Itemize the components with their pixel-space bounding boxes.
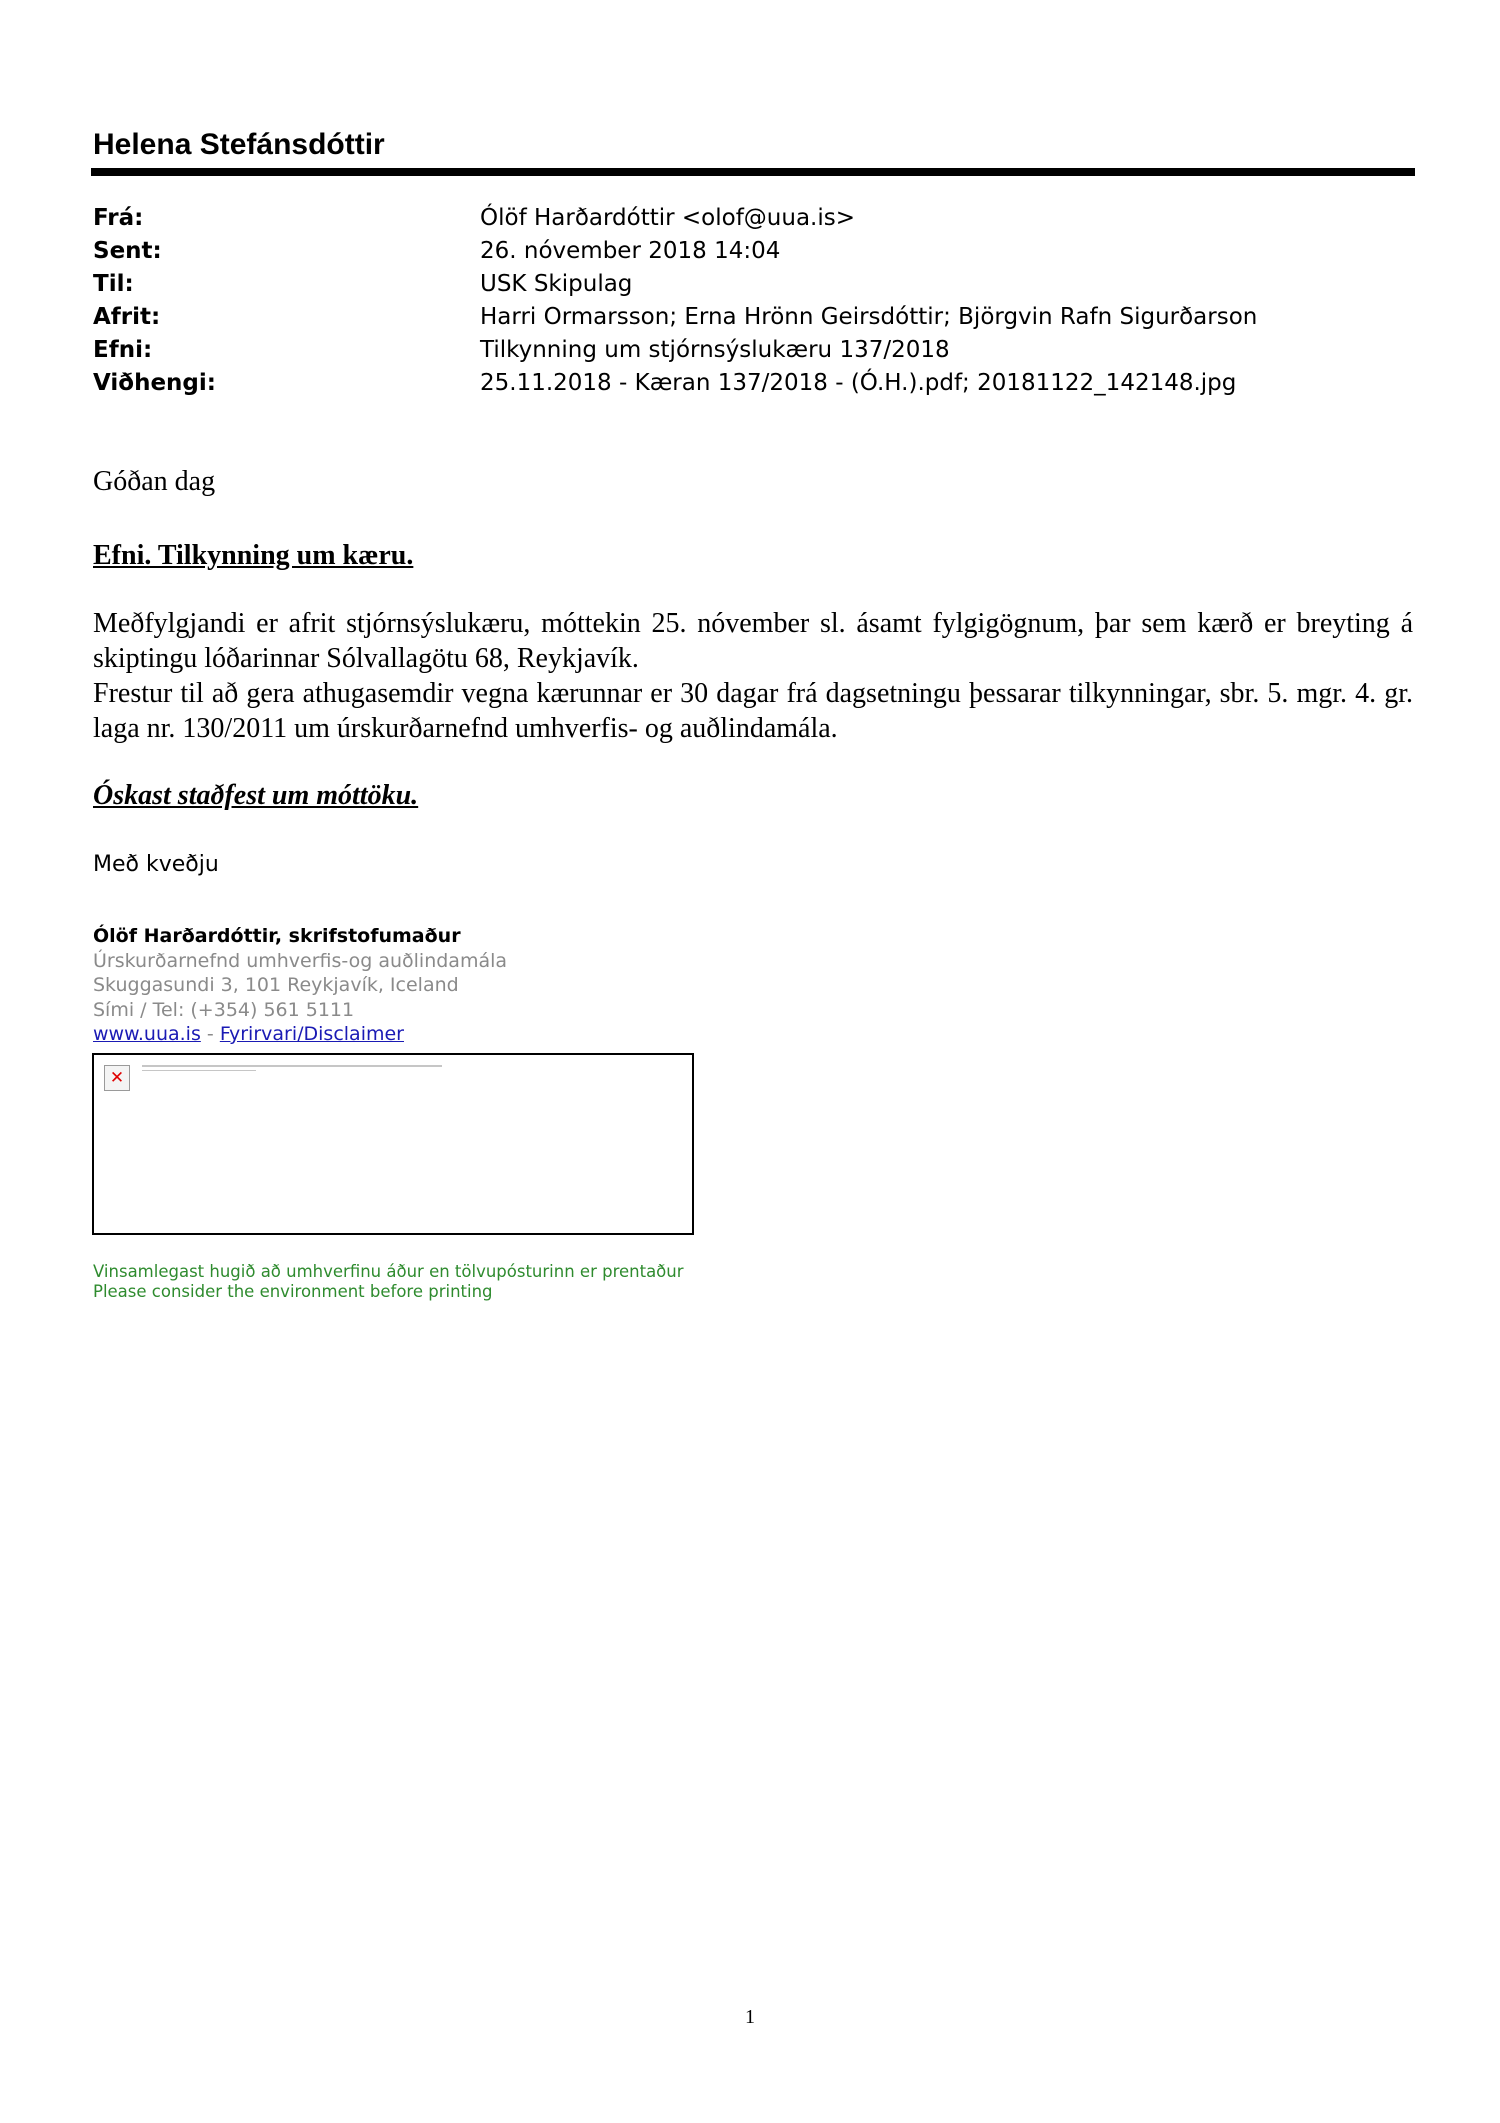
environment-notice-en: Please consider the environment before printing [93,1282,493,1301]
body-paragraph-2: Frestur til að gera athugasemdir vegna kærunnar er 30 dagar frá dagsetningu þessarar tilkynningar, sbr. 5. mgr. 4. gr. laga nr. 130/2011 um úrskurðarnefnd umhverfis- og auðlindamála. [93,678,1413,744]
header-value-from: Ólöf Harðardóttir <olof@uua.is> [480,205,856,231]
signature-links [93,1022,507,1047]
closing-phrase: Með kveðju [93,852,219,877]
signature-organization: Úrskurðarnefnd umhverfis-og auðlindamála [93,949,508,972]
broken-image-icon [104,1065,130,1091]
confirmation-request: Óskast staðfest um móttöku. [93,780,419,811]
body-subject-heading: Efni. Tilkynning um kæru. [93,540,414,571]
header-value-to: USK Skipulag [480,271,633,297]
header-label: Efni: [93,337,153,363]
header-label: Til: [93,271,134,297]
website-link[interactable]: www.uua.is [93,1023,201,1045]
page-number: 1 [745,2006,755,2028]
link-separator: - [206,1023,214,1045]
mailbox-owner-name: Helena Stefánsdóttir [93,128,385,161]
header-label: Sent: [93,238,162,264]
header-value-sent: 26. nóvember 2018 14:04 [480,238,781,264]
header-value-subject: Tilkynning um stjórnsýslukæru 137/2018 [480,337,950,363]
signature-name: Ólöf Harðardóttir, skrifstofumaður [93,925,461,947]
email-header [93,202,1413,400]
header-row-attachments [93,367,1413,400]
greeting: Góðan dag [93,466,216,497]
embedded-image-frame [92,1053,694,1235]
broken-image-glyph: ✕ [109,1068,125,1088]
disclaimer-link[interactable]: Fyrirvari/Disclaimer [219,1023,404,1045]
header-value-cc: Harri Ormarsson; Erna Hrönn Geirsdóttir; Björgvin Rafn Sigurðarson [480,304,1258,330]
signature-address: Skuggasundi 3, 101 Reykjavík, Iceland [93,974,459,996]
header-row-from [93,202,1413,235]
header-label: Frá: [93,205,144,231]
header-label: Afrit: [93,304,161,330]
signature-block [93,924,507,1047]
image-placeholder-caption [142,1065,442,1075]
header-row-subject [93,334,1413,367]
header-row-cc [93,301,1413,334]
header-row-sent [93,235,1413,268]
header-label: Viðhengi: [93,370,216,396]
header-value-attachments: 25.11.2018 - Kæran 137/2018 - (Ó.H.).pdf; 20181122_142148.jpg [480,370,1237,396]
body-text [93,606,1413,746]
environment-notice-is: Vinsamlegast hugið að umhverfinu áður en tölvupósturinn er prentaður [93,1262,684,1281]
environment-notice [93,1262,684,1302]
body-paragraph-1: Meðfylgjandi er afrit stjórnsýslukæru, móttekin 25. nóvember sl. ásamt fylgigögnum, þar sem kærð er breyting á skiptingu lóðarinnar Sólvallagötu 68, Reykjavík. [93,608,1413,674]
header-divider [91,168,1415,176]
header-row-to [93,268,1413,301]
signature-phone: Sími / Tel: (+354) 561 5111 [93,998,355,1021]
